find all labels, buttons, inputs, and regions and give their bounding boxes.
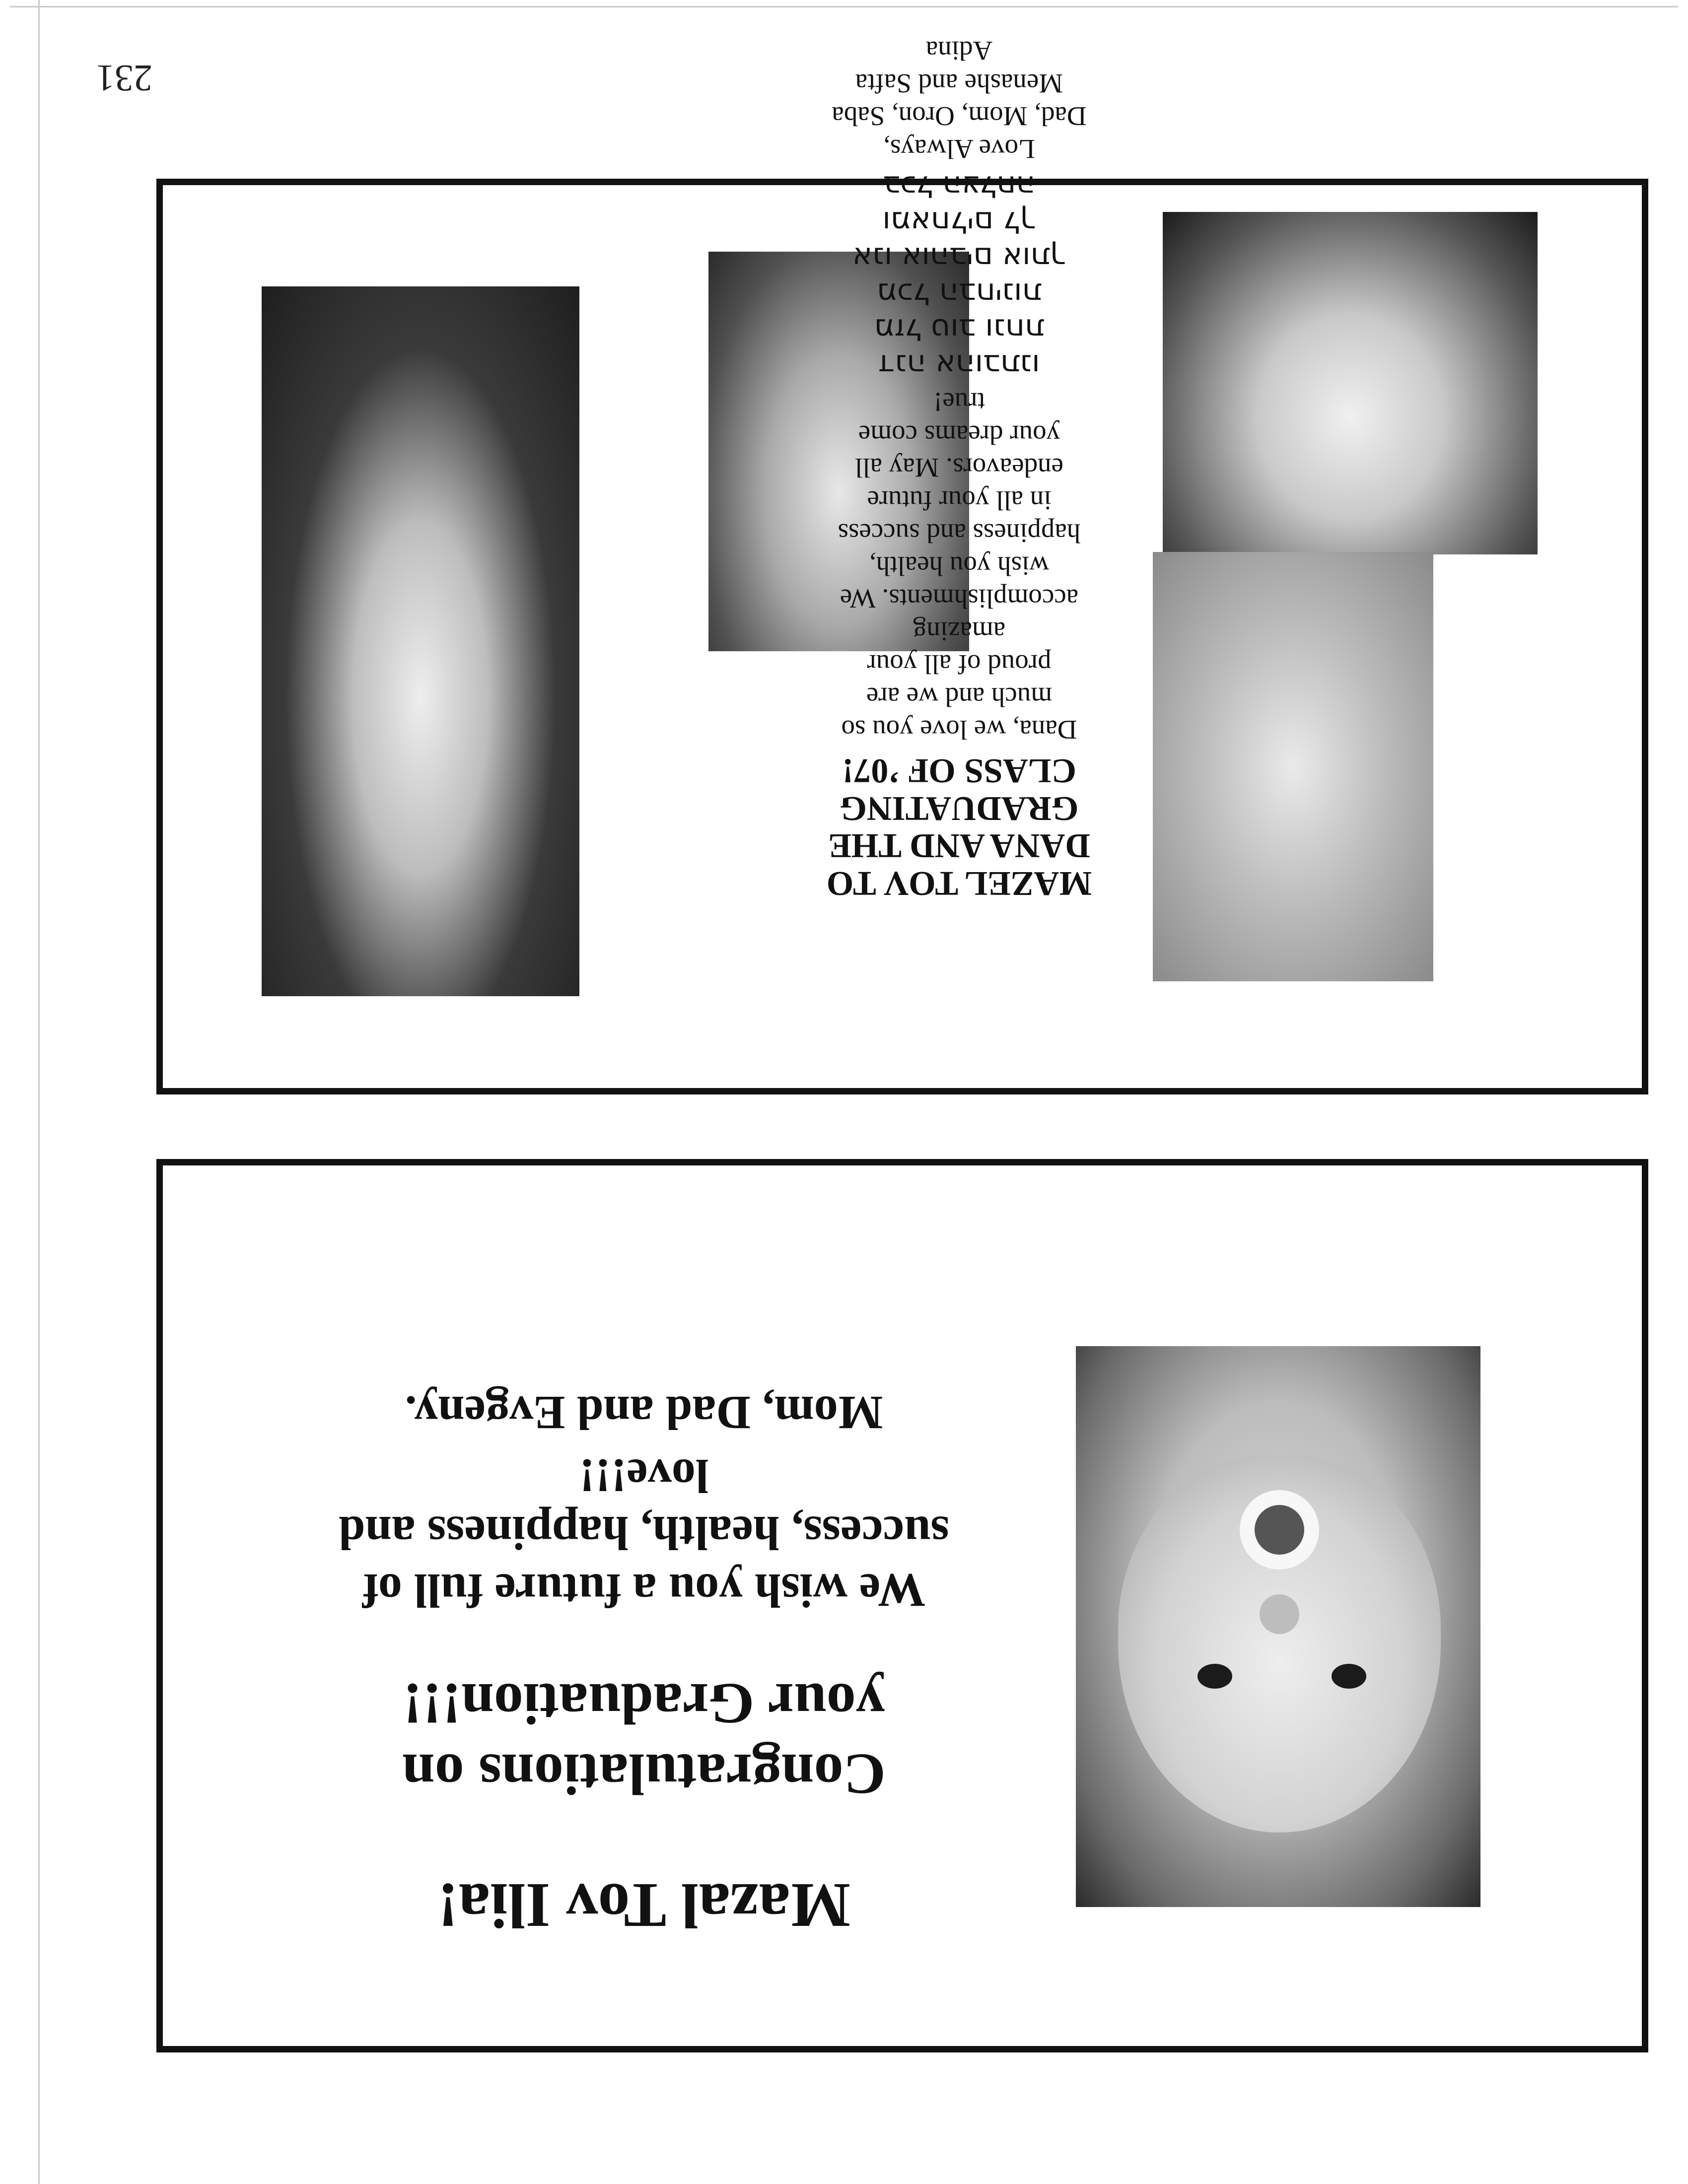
dana-body-line: your dreams come bbox=[858, 419, 1060, 450]
dana-portrait-photo bbox=[262, 286, 579, 996]
ilia-congratulations bbox=[286, 1669, 1001, 1809]
ilia-congrats-line: your Graduation!!! bbox=[403, 1671, 885, 1737]
dana-message bbox=[780, 34, 1138, 902]
ad-dana bbox=[156, 35, 1648, 1094]
dana-signature-line: Dad, Mom, Oron, Saba bbox=[832, 101, 1087, 132]
baby-eye-left bbox=[1332, 1664, 1366, 1689]
dana-hebrew-line: דנה אהובתנו bbox=[878, 347, 1040, 382]
baby-nose bbox=[1260, 1594, 1299, 1634]
dana-heading-line: GRADUATING bbox=[840, 789, 1079, 827]
dana-body-line: amazing bbox=[913, 616, 1006, 647]
ilia-signature: Mom, Dad and Evgeny. bbox=[405, 1386, 883, 1440]
dana-hebrew-line: מכל הבחינות bbox=[877, 275, 1042, 311]
dana-body-line: in all your future bbox=[867, 485, 1052, 516]
ilia-wish-line: We wish you a future full of bbox=[362, 1564, 926, 1617]
ilia-title: Mazal Tov Ilia! bbox=[437, 1870, 851, 1941]
ilia-congrats-line: Congratulations on bbox=[402, 1741, 886, 1807]
dana-hebrew-line: מזל טוב ונחת bbox=[874, 311, 1045, 346]
scan-edge-right bbox=[38, 0, 40, 2184]
dana-body-line: accomplishments. We bbox=[840, 583, 1079, 614]
dana-heading-line: CLASS OF ’07! bbox=[842, 751, 1076, 790]
ad-ilia bbox=[156, 1159, 1648, 2052]
dana-body bbox=[780, 386, 1138, 746]
baby-face bbox=[1118, 1455, 1441, 1833]
dana-hebrew-line: אנו אוהבים אותך bbox=[852, 240, 1066, 275]
baby-eye-right bbox=[1197, 1664, 1232, 1689]
dana-signature-line: Adina bbox=[925, 35, 993, 66]
ilia-wish bbox=[286, 1447, 1001, 1619]
dana-hebrew-message bbox=[780, 168, 1138, 383]
dana-body-line: proud of all your bbox=[867, 649, 1052, 680]
dana-body-line: endeavors. May all bbox=[855, 452, 1063, 483]
dana-body-line: Dana, we love you so bbox=[841, 714, 1077, 745]
dana-signature bbox=[780, 34, 1138, 165]
pacifier bbox=[1240, 1490, 1319, 1570]
dana-body-line: true! bbox=[933, 387, 985, 417]
toddler-photo bbox=[1163, 212, 1538, 554]
baby-sitting-photo bbox=[1153, 552, 1433, 981]
scan-edge-top bbox=[10, 6, 1678, 7]
dana-body-line: wish you health, bbox=[869, 550, 1050, 581]
baby-photo-ilia bbox=[1076, 1346, 1480, 1907]
dana-heading-line: MAZEL TOV TO bbox=[826, 864, 1092, 902]
dana-heading bbox=[780, 752, 1138, 902]
dana-heading-line: DANA AND THE bbox=[828, 826, 1090, 865]
dana-body-line: happiness and success bbox=[838, 518, 1081, 548]
dana-body-line: much and we are bbox=[866, 682, 1053, 712]
ilia-wish-line: love!!! bbox=[579, 1449, 709, 1503]
ilia-message bbox=[286, 1384, 1001, 1942]
dana-signature-line: Menashe and Safta bbox=[855, 68, 1063, 99]
ilia-wish-line: success, health, happiness and bbox=[339, 1506, 949, 1560]
dana-hebrew-line: ומאחלים לך bbox=[882, 204, 1036, 239]
dana-signature-line: Love Always, bbox=[883, 134, 1035, 164]
dana-hebrew-line: בכל הצלחה bbox=[883, 168, 1036, 204]
page-number: 231 bbox=[96, 57, 152, 99]
